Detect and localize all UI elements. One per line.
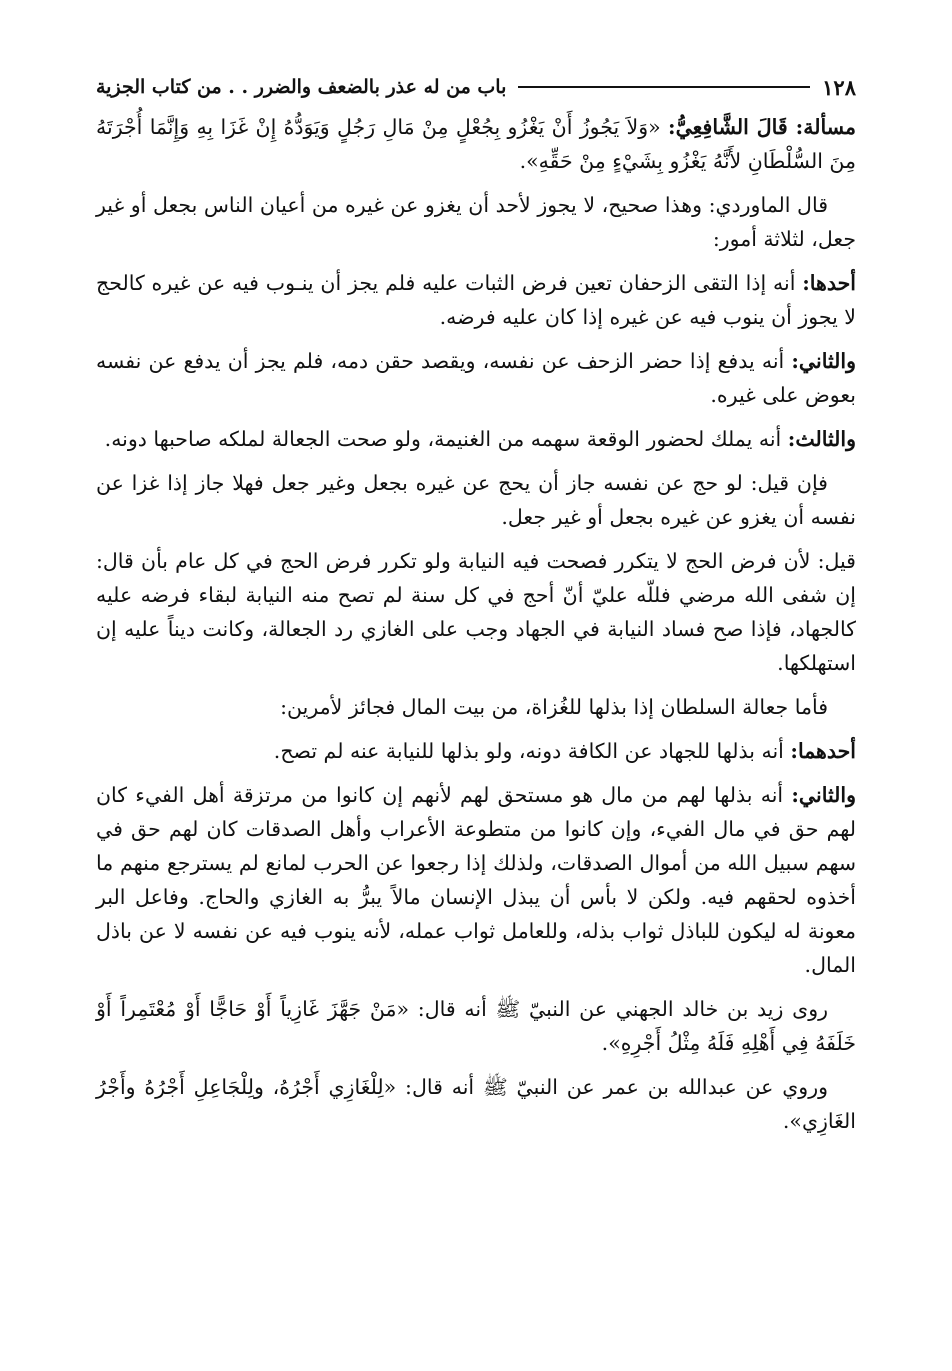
paragraph-text: أنه يملك لحضور الوقعة سهمه من الغنيمة، ولو صحت الجعالة لملكه صاحبها دونه. <box>104 427 788 451</box>
paragraph-objection <box>96 466 856 534</box>
header-rule <box>518 86 810 88</box>
paragraph-text: أنه إذا التقى الزحفان تعين فرض الثبات عليه فلم يجز أن ينـوب فيه عن غيره كالحج لا يجوز أن ينوب فيه عن غيره إذا كان عليه فرضه. <box>96 271 856 329</box>
paragraph-text: قال الماوردي: وهذا صحيح، لا يجوز لأحد أن يغزو عن غيره من أعيان الناس بجعل أو غير جعل، لثلاثة أمور: <box>96 193 856 251</box>
paragraph-text: أنه بذلها للجهاد عن الكافة دونه، ولو بذلها للنيابة عنه لم تصح. <box>273 739 791 763</box>
paragraph-text: قيل: لأن فرض الحج لا يتكرر فصحت فيه النيابة ولو تكرر فرض الحج في كل عام بأن قال: إن شفى الله مرضي فللّه عليّ أنّ أحج في كل سنة لم تصح منه النيابة لبقاء فرضه عليه كالجهاد، فإذا صح فساد النيابة في الجهاد وجب على الغازي رد الجعالة، وكانت ديناً عليه إن استهلكها. <box>96 549 856 675</box>
paragraph-lead: والثالث: <box>787 427 856 451</box>
paragraph-third-reason <box>96 422 856 456</box>
paragraph-second-matter <box>96 778 856 982</box>
paragraph-lead: والثاني: <box>791 349 856 373</box>
paragraph-lead: والثاني: <box>791 783 856 807</box>
paragraph-lead: مسألة: قَالَ الشَّافِعِيُّ: <box>668 115 856 139</box>
paragraph-text: أنه بذلها لهم من مال هو مستحق لهم لأنهم إن كانوا من مرتزقة أهل الفيء كان لهم حق في مال الفيء، وإن كانوا من متطوعة الأعراب وأهل الصدقات كان لهم حق في سهم سبيل الله من أموال الصدقات، ولذلك إذا رجعوا عن الحرب لمانع لم يسترجع منهم ما أخذوه لحقهم فيه. ولكن لا بأس أن يبذل الإنسان مالاً يبرُّ به الغازي والحاج. وفاعل البر معونة له ليكون للباذل ثواب بذله، وللعامل ثواب عمله، لأنه ينوب فيه عن نفسه لا عن باذل المال. <box>96 783 856 977</box>
paragraph-text: «وَلاَ يَجُوزُ أَنْ يَغْزُو بِجُعْلٍ مِنْ مَالِ رَجُلٍ وَيَوَدُّهُ إِنْ غَزَا بِهِ وَإِنَّمَا أُجْرَتَهُ مِنَ السُّلْطَانِ لأَنَّهُ يَغْزُو بِشَيْءٍ مِنْ حَقِّهِ». <box>96 115 856 173</box>
paragraph-first-matter <box>96 734 856 768</box>
paragraph-first-reason <box>96 266 856 334</box>
paragraph-text: فأما جعالة السلطان إذا بذلها للغُزاة، من بيت المال فجائز لأمرين: <box>280 695 828 719</box>
page-number: ١٢٨ <box>822 74 856 100</box>
paragraph-second-reason <box>96 344 856 412</box>
paragraph-text: وروي عن عبدالله بن عمر عن النبيّ ﷺ أنه قال: «لِلْغَازِي أَجْرُهُ، ولِلْجَاعِلِ أَجْرُهُ وأَجْرُ الغَازِي». <box>96 1075 856 1133</box>
paragraph-lead: أحدهما: <box>790 739 856 763</box>
paragraph-masala <box>96 110 856 178</box>
paragraph-lead: أحدها: <box>802 271 856 295</box>
running-title: باب من له عذر بالضعف والضرر . . من كتاب الجزية <box>96 76 507 98</box>
running-header <box>96 70 856 104</box>
paragraph-text: فإن قيل: لو حج عن نفسه جاز أن يحج عن غيره بجعل وغير جعل فهلا جاز إذا غزا عن نفسه أن يغزو عن غيره بجعل أو غير جعل. <box>96 471 856 529</box>
paragraph-text: روى زيد بن خالد الجهني عن النبيّ ﷺ أنه قال: «مَنْ جَهَّزَ غَازِياً أَوْ حَاجًّا أَوْ مُعْتَمِراً أَوْ خَلَفَهُ فِي أَهْلِهِ فَلَهُ مِثْلُ أَجْرِهِ». <box>96 997 856 1055</box>
book-page <box>96 70 856 1148</box>
paragraph-mawardi <box>96 188 856 256</box>
page-body <box>96 110 856 1138</box>
paragraph-sultan-reward <box>96 690 856 724</box>
paragraph-text: أنه يدفع إذا حضر الزحف عن نفسه، ويقصد حقن دمه، فلم يجز أن يدفع عن نفسه بعوض على غيره. <box>96 349 856 407</box>
paragraph-hadith-ibn-umar <box>96 1070 856 1138</box>
paragraph-reply <box>96 544 856 680</box>
paragraph-hadith-zayd <box>96 992 856 1060</box>
